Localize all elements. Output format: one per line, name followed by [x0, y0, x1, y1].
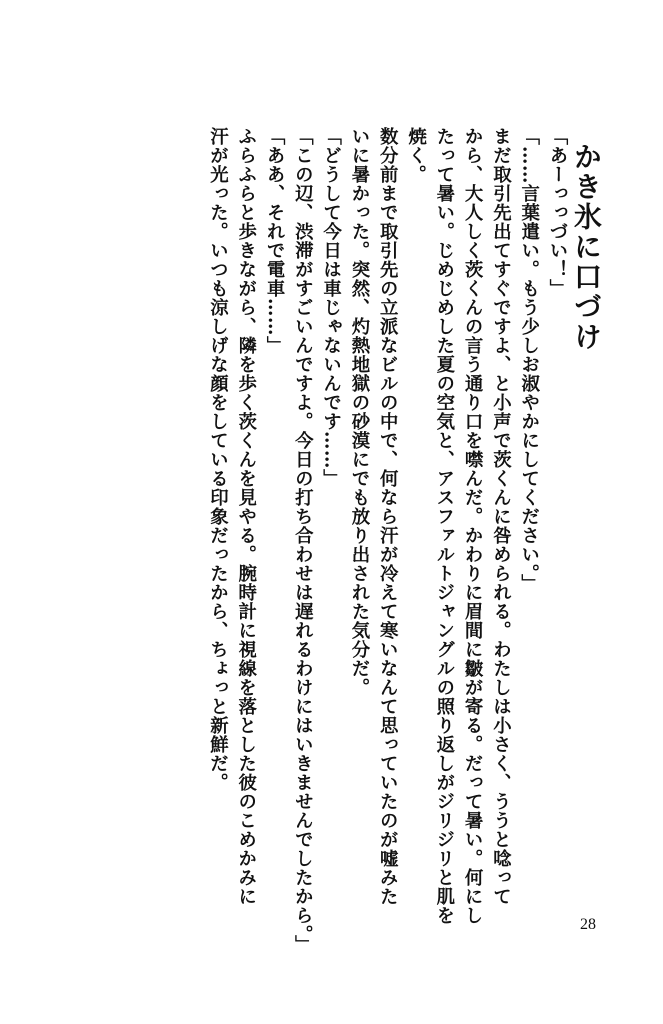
text-line: 数分前まで取引先の立派なビルの中で、何なら汗が冷えて寒いなんて思っていたのが嘘みた: [377, 127, 399, 906]
text-line: ふらふらと歩きながら、隣を歩く茨くんを見やる。腕時計に視線を落とした彼のこめかみに: [235, 127, 257, 906]
text-line: 焼く。: [405, 127, 427, 184]
text-line: 「……言葉遣い。もう少しお淑やかにしてください。」: [518, 127, 540, 593]
text-line: まだ取引先出てすぐですよ、と小声で茨くんに咎められる。わたしは小さく、ううと唸って: [490, 127, 512, 906]
text-line: 「どうして今日は車じゃないんです……」: [320, 127, 342, 488]
text-line: いに暑かった。突然、灼熱地獄の砂漠にでも放り出された気分だ。: [348, 127, 370, 697]
body-text: [203, 127, 571, 954]
text-line: 「この辺、渋滞がすごいんですよ。今日の打ち合わせは遅れるわけにはいきませんでしたから。」: [292, 127, 314, 954]
text-line: 「あーっっづい！」: [547, 127, 568, 298]
chapter-title: かき氷に口づけ: [570, 142, 603, 352]
text-line: 「ああ、それで電車……」: [264, 127, 286, 355]
text-line: から、大人しく茨くんの言う通り口を噤んだ。かわりに眉間に皺が寄る。だって暑い。何にし: [462, 127, 484, 925]
page-number: 28: [580, 916, 596, 933]
text-line: 汗が光った。いつも涼しげな顔をしている印象だったから、ちょっと新鮮だ。: [207, 127, 229, 792]
text-line: たって暑い。じめじめした夏の空気と、アスファルトジャングルの照り返しがジリジリと肌を: [433, 127, 455, 925]
